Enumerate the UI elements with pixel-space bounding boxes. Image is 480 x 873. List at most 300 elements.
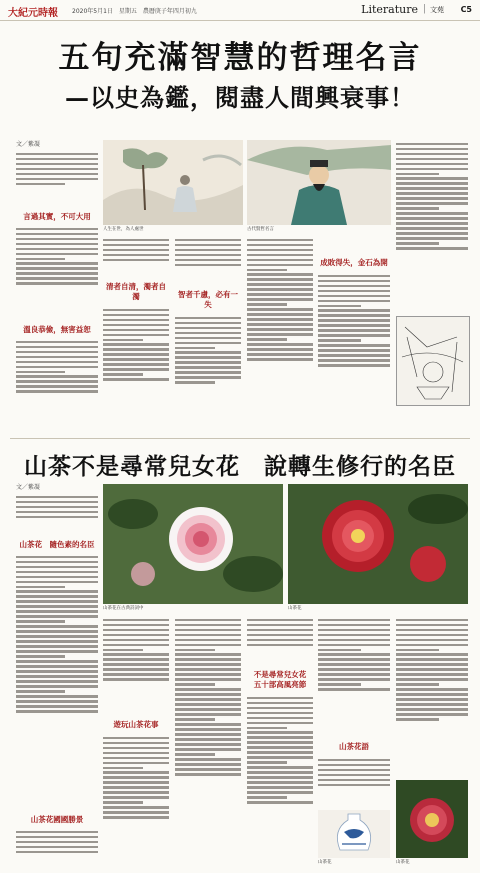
text-line	[396, 143, 468, 145]
text-line	[247, 348, 313, 350]
text-line	[396, 703, 468, 705]
text-line	[318, 364, 390, 366]
text-line	[103, 244, 169, 246]
text-line	[396, 168, 468, 170]
text-line	[16, 675, 98, 677]
text-line	[175, 254, 241, 256]
text-line	[175, 748, 241, 750]
text-line	[103, 314, 169, 316]
text-line	[175, 743, 241, 745]
text-line	[396, 713, 468, 715]
text-line	[16, 576, 98, 578]
text-line	[103, 334, 169, 336]
text-line	[16, 640, 98, 642]
text-line	[318, 678, 390, 680]
text-line	[247, 741, 313, 743]
page-header	[0, 0, 480, 21]
text-line	[247, 313, 313, 315]
text-line	[396, 177, 468, 179]
text-line	[175, 683, 215, 685]
text-line	[318, 300, 390, 302]
text-line	[396, 634, 468, 636]
text-line	[16, 267, 98, 269]
text-line	[247, 634, 313, 636]
text-line	[247, 801, 313, 803]
article2-byline: 文／紫凝	[16, 484, 41, 491]
text-line	[247, 796, 287, 798]
text-line	[16, 168, 98, 170]
article1-body-2	[16, 225, 98, 320]
text-line	[16, 581, 98, 583]
article2-body-4	[103, 616, 169, 716]
text-line	[318, 305, 361, 307]
text-line	[247, 318, 313, 320]
text-line	[175, 644, 241, 646]
text-line	[175, 673, 241, 675]
text-line	[318, 784, 390, 786]
text-line	[16, 685, 98, 687]
text-line	[16, 625, 98, 627]
text-line	[16, 566, 98, 568]
text-line	[396, 663, 468, 665]
text-line	[175, 653, 241, 655]
portrait-painting	[247, 140, 391, 225]
text-line	[396, 624, 468, 626]
text-line	[175, 738, 241, 740]
porcelain-vase-photo	[318, 810, 390, 858]
text-line	[16, 341, 98, 343]
text-line	[396, 182, 468, 184]
text-line	[16, 841, 98, 843]
text-line	[103, 254, 169, 256]
text-line	[247, 712, 313, 714]
text-line	[247, 333, 313, 335]
text-line	[16, 183, 65, 185]
text-line	[16, 710, 98, 712]
text-line	[16, 282, 98, 284]
text-line	[396, 153, 468, 155]
text-line	[16, 831, 98, 833]
text-line	[247, 244, 313, 246]
text-line	[318, 769, 390, 771]
camellia-photo-2	[288, 484, 468, 604]
article1-body-10	[396, 140, 468, 310]
text-line	[175, 733, 241, 735]
text-line	[247, 353, 313, 355]
text-line	[103, 747, 169, 749]
text-line	[16, 366, 98, 368]
text-line	[247, 766, 313, 768]
text-line	[318, 314, 390, 316]
article1-subhead-2: 溫良恭儉，無害益恕	[23, 325, 91, 334]
text-line	[175, 322, 241, 324]
text-line	[175, 356, 241, 358]
text-line	[16, 635, 98, 637]
text-line	[175, 763, 241, 765]
text-line	[16, 173, 98, 175]
text-line	[175, 337, 241, 339]
article2-body-3	[16, 828, 98, 868]
text-line	[318, 644, 390, 646]
text-line	[16, 556, 98, 558]
article2-body-6	[175, 616, 241, 866]
article2-body-10	[318, 756, 390, 806]
text-line	[247, 239, 313, 241]
text-line	[247, 756, 313, 758]
text-line	[318, 653, 390, 655]
article1-headline: 五句充滿智慧的哲理名言	[58, 40, 422, 76]
text-line	[396, 668, 468, 670]
text-line	[16, 595, 98, 597]
text-line	[103, 742, 169, 744]
text-line	[247, 761, 287, 763]
text-line	[247, 288, 313, 290]
text-line	[103, 329, 169, 331]
text-line	[318, 673, 390, 675]
masthead: 大紀元時報	[8, 8, 58, 19]
text-line	[247, 303, 287, 305]
text-line	[318, 334, 390, 336]
text-line	[396, 247, 468, 249]
text-line	[318, 764, 390, 766]
text-line	[318, 290, 390, 292]
text-line	[175, 351, 241, 353]
text-line	[16, 371, 65, 373]
text-line	[103, 343, 169, 345]
article2-subhead-4: 不是尋常兒女花	[253, 670, 307, 679]
text-line	[247, 249, 313, 251]
text-line	[175, 668, 241, 670]
text-line	[247, 791, 313, 793]
text-line	[247, 771, 313, 773]
camellia-photo-1	[103, 484, 283, 604]
text-line	[103, 363, 169, 365]
text-line	[103, 678, 169, 680]
article2-subhead-3: 遊玩山茶花事	[113, 720, 159, 729]
article1-body-3	[16, 338, 98, 428]
text-line	[103, 358, 169, 360]
text-line	[16, 615, 98, 617]
text-line	[16, 496, 98, 498]
text-line	[247, 619, 313, 621]
text-line	[16, 846, 98, 848]
text-line	[103, 653, 169, 655]
text-line	[16, 385, 98, 387]
text-line	[396, 708, 468, 710]
text-line	[16, 272, 98, 274]
text-line	[247, 731, 313, 733]
text-line	[175, 698, 241, 700]
text-line	[318, 359, 390, 361]
text-line	[247, 644, 313, 646]
text-line	[247, 298, 313, 300]
text-line	[318, 649, 361, 651]
text-line	[175, 634, 241, 636]
text-line	[103, 791, 169, 793]
camellia-photo-3	[396, 780, 468, 858]
article1-subhead-1: 言過其實，不可大用	[23, 212, 91, 221]
text-line	[16, 516, 98, 518]
text-line	[175, 629, 241, 631]
text-line	[175, 728, 241, 730]
article2-body-11	[396, 616, 468, 776]
text-line	[175, 663, 241, 665]
text-line	[318, 329, 390, 331]
text-line	[16, 705, 98, 707]
text-line	[318, 688, 390, 690]
text-line	[103, 663, 169, 665]
text-line	[396, 688, 468, 690]
text-line	[175, 658, 241, 660]
text-line	[103, 624, 169, 626]
text-line	[318, 339, 361, 341]
image-caption-4: 山茶花在古典詩詞中	[103, 606, 144, 611]
text-line	[103, 249, 169, 251]
text-line	[16, 511, 98, 513]
article2-subhead-1: 山茶花 隨色素的名臣	[19, 540, 95, 549]
text-line	[16, 163, 98, 165]
text-line	[16, 277, 98, 279]
text-line	[318, 309, 390, 311]
text-line	[175, 688, 241, 690]
text-line	[103, 776, 169, 778]
text-line	[103, 634, 169, 636]
text-line	[16, 655, 65, 657]
text-line	[175, 327, 241, 329]
article2-body-5	[103, 734, 169, 864]
text-line	[16, 375, 98, 377]
text-line	[103, 644, 169, 646]
text-line	[396, 698, 468, 700]
article1-subhead-3: 清者自清，濁者自濁	[106, 282, 166, 301]
text-line	[247, 259, 313, 261]
text-line	[318, 349, 390, 351]
text-line	[16, 178, 98, 180]
text-line	[247, 273, 313, 275]
text-line	[103, 767, 143, 769]
text-line	[318, 354, 390, 356]
text-line	[103, 339, 143, 341]
text-line	[318, 759, 390, 761]
text-line	[247, 278, 313, 280]
text-line	[396, 197, 468, 199]
text-line	[175, 639, 241, 641]
text-line	[16, 645, 98, 647]
text-line	[247, 727, 287, 729]
text-line	[103, 324, 169, 326]
text-line	[103, 806, 169, 808]
text-line	[318, 629, 390, 631]
text-line	[318, 319, 390, 321]
text-line	[175, 317, 241, 319]
text-line	[175, 723, 241, 725]
text-line	[396, 242, 439, 244]
text-line	[247, 264, 313, 266]
image-caption-6: 山茶花	[318, 860, 332, 865]
text-line	[16, 258, 65, 260]
text-line	[247, 776, 313, 778]
text-line	[16, 228, 98, 230]
text-line	[396, 658, 468, 660]
text-line	[103, 757, 169, 759]
text-line	[16, 665, 98, 667]
text-line	[16, 356, 98, 358]
text-line	[318, 639, 390, 641]
sketch-illustration	[396, 316, 470, 406]
text-line	[247, 629, 313, 631]
article1-subhead-4: 智者千慮，必有一失	[178, 290, 238, 309]
text-line	[396, 693, 468, 695]
text-line	[103, 668, 169, 670]
text-line	[16, 390, 98, 392]
issue-info: 2020年5月1日 星期五 農曆庚子年四月初九	[72, 8, 197, 15]
text-line	[396, 644, 468, 646]
article2-subhead-2: 山茶花國國勝景	[30, 815, 84, 824]
text-line	[16, 346, 98, 348]
text-line	[396, 207, 439, 209]
section-title-cn: 文苑	[430, 6, 444, 14]
text-line	[396, 653, 468, 655]
text-line	[396, 718, 439, 720]
article1-body-1	[16, 150, 98, 210]
text-line	[247, 702, 313, 704]
text-line	[396, 148, 468, 150]
article2-body-1	[16, 493, 98, 533]
text-line	[103, 353, 169, 355]
text-line	[247, 338, 287, 340]
text-line	[16, 700, 98, 702]
text-line	[247, 358, 313, 360]
text-line	[16, 630, 98, 632]
text-line	[16, 248, 98, 250]
text-line	[175, 239, 241, 241]
text-line	[318, 275, 390, 277]
text-line	[396, 212, 468, 214]
article2-body-8	[247, 694, 313, 864]
text-line	[103, 309, 169, 311]
text-line	[396, 683, 439, 685]
text-line	[103, 811, 169, 813]
text-line	[318, 779, 390, 781]
text-line	[318, 668, 390, 670]
text-line	[16, 571, 98, 573]
text-line	[396, 187, 468, 189]
text-line	[103, 639, 169, 641]
text-line	[396, 629, 468, 631]
text-line	[16, 620, 65, 622]
text-line	[16, 253, 98, 255]
text-line	[16, 361, 98, 363]
text-line	[396, 678, 468, 680]
text-line	[396, 639, 468, 641]
text-line	[103, 796, 169, 798]
text-line	[16, 243, 98, 245]
text-line	[175, 249, 241, 251]
text-line	[16, 605, 98, 607]
text-line	[247, 343, 313, 345]
text-line	[247, 624, 313, 626]
text-line	[247, 746, 313, 748]
text-line	[16, 610, 98, 612]
text-line	[318, 295, 390, 297]
text-line	[175, 708, 241, 710]
article1-byline: 文／紫凝	[16, 141, 41, 148]
text-line	[396, 232, 468, 234]
text-line	[247, 717, 313, 719]
section-divider	[10, 438, 470, 439]
text-line	[175, 376, 241, 378]
text-line	[396, 237, 468, 239]
text-line	[103, 239, 169, 241]
text-line	[16, 262, 98, 264]
text-line	[247, 722, 313, 724]
text-line	[175, 361, 241, 363]
ink-painting-scholar	[103, 140, 243, 225]
text-line	[16, 158, 98, 160]
text-line	[16, 690, 65, 692]
text-line	[396, 202, 468, 204]
text-line	[103, 378, 169, 380]
text-line	[103, 781, 169, 783]
text-line	[318, 280, 390, 282]
text-line	[16, 851, 98, 853]
text-line	[247, 328, 313, 330]
text-line	[396, 649, 439, 651]
text-line	[16, 590, 98, 592]
text-line	[318, 663, 390, 665]
text-line	[318, 619, 390, 621]
text-line	[318, 624, 390, 626]
text-line	[318, 634, 390, 636]
text-line	[175, 381, 215, 383]
text-line	[247, 254, 313, 256]
text-line	[103, 762, 169, 764]
text-line	[175, 678, 241, 680]
text-line	[103, 629, 169, 631]
text-line	[103, 619, 169, 621]
text-line	[16, 561, 98, 563]
text-line	[103, 673, 169, 675]
text-line	[175, 332, 241, 334]
image-caption-7: 山茶花	[396, 860, 410, 865]
text-line	[103, 752, 169, 754]
text-line	[247, 308, 313, 310]
text-line	[175, 347, 215, 349]
text-line	[247, 707, 313, 709]
article1-subhead-5: 成敗得失，金石為開	[320, 258, 388, 267]
text-line	[247, 283, 313, 285]
text-line	[247, 323, 313, 325]
article2-body-2	[16, 553, 98, 803]
text-line	[318, 344, 390, 346]
article2-body-7	[247, 616, 313, 666]
text-line	[247, 639, 313, 641]
text-line	[103, 368, 169, 370]
text-line	[16, 836, 98, 838]
text-line	[396, 173, 439, 175]
text-line	[16, 650, 98, 652]
page-number: C5	[460, 5, 472, 14]
text-line	[103, 373, 143, 375]
text-line	[103, 737, 169, 739]
text-line	[175, 619, 241, 621]
article2-subhead-5: 五十部高風亮節	[253, 680, 307, 689]
article1-body-8	[247, 236, 313, 426]
text-line	[396, 673, 468, 675]
text-line	[103, 816, 169, 818]
text-line	[16, 351, 98, 353]
text-line	[16, 660, 98, 662]
